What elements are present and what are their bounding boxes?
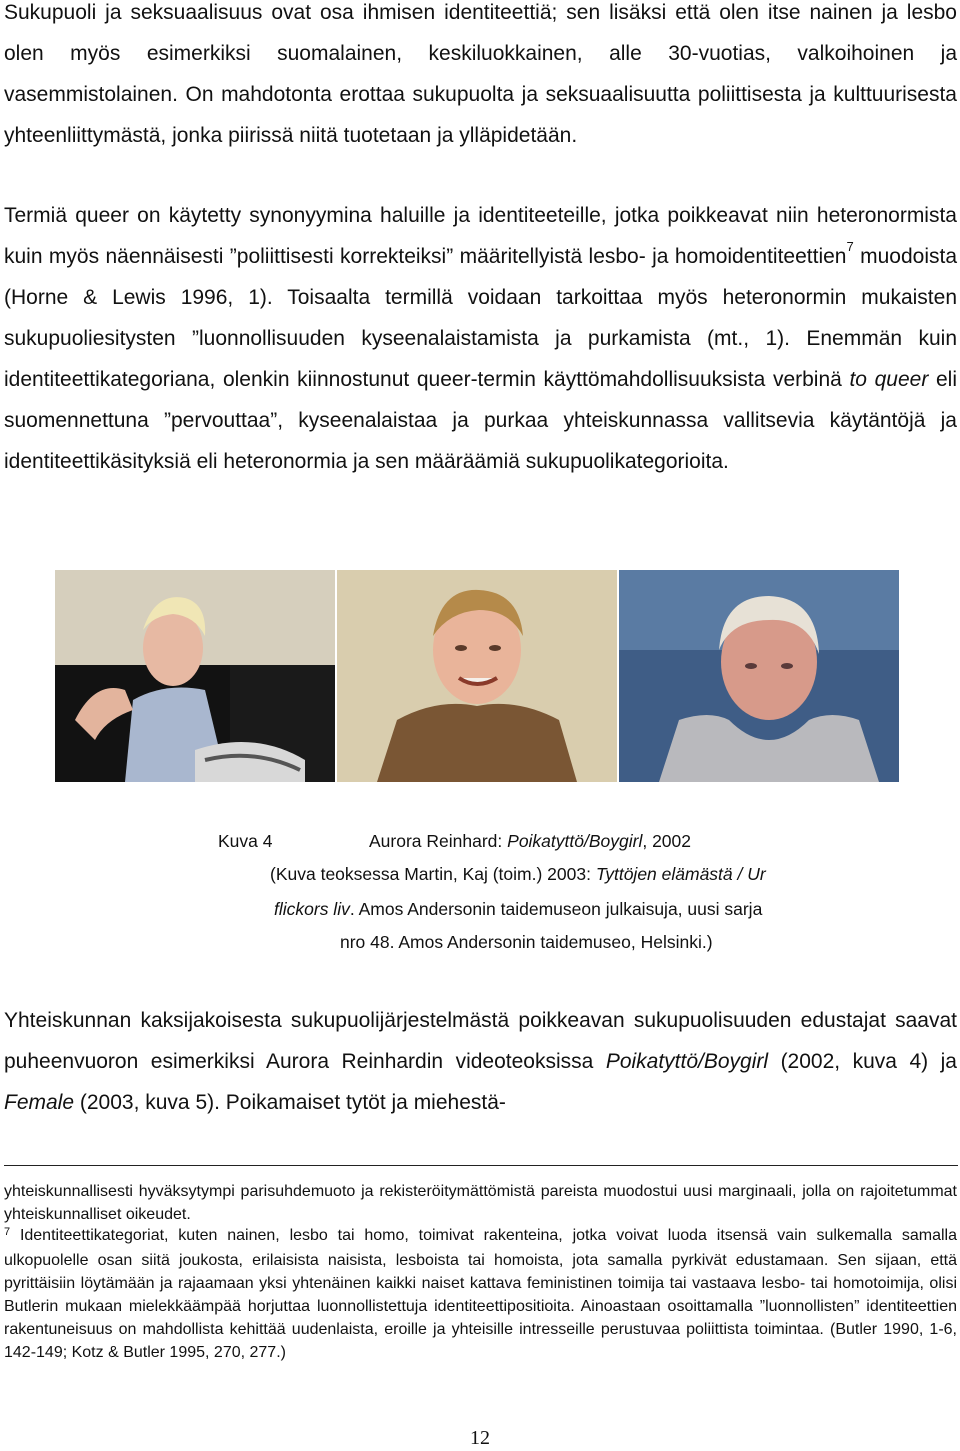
figure-photo-strip <box>55 570 899 782</box>
caption-2-source: (Kuva teoksessa Martin, Kaj (toim.) 2003: <box>270 864 596 884</box>
caption-3-series: . Amos Andersonin taidemuseon julkaisuja, uusi sarja <box>349 899 763 919</box>
photo-3-image <box>619 570 899 782</box>
work-title-boygirl: Poikatyttö/Boygirl <box>605 1050 769 1073</box>
paragraph-queer-text-c: eli suomennettuna ”pervouttaa”, kyseenalaistaa ja purkaa yhteiskunnassa vallitsevia käytäntöjä ja identiteettikäsityksiä eli heteronormia ja sen määräämiä sukupuolikategorioita. <box>4 368 957 473</box>
figure-caption-line-1 <box>369 825 691 857</box>
paragraph-identity: Sukupuoli ja seksuaalisuus ovat osa ihmisen identiteettiä; sen lisäksi että olen itse nainen ja lesbo olen myös esimerkiksi suomalainen, keskiluokkainen, alle 30-vuotias, valkoihoinen ja vasemmistolainen. On mahdotonta erottaa sukupuolta ja seksuaalisuutta poliittisesta ja kulttuurisesta yhteenliittymästä, jonka piirissä niitä tuotetaan ja ylläpidetään. <box>4 1 957 147</box>
footnote-7-number: 7 <box>4 1226 11 1238</box>
work-title-female: Female <box>4 1091 75 1114</box>
photo-1-image <box>55 570 335 782</box>
footnote-continuation: yhteiskunnallisesti hyväksytympi parisuhdemuoto ja rekisteröitymättömistä pareista muodostui uusi marginaali, jolla on rajoitetummat yhteiskunnalliset oikeudet. <box>4 1183 957 1223</box>
caption-1-title: Poikatyttö/Boygirl <box>507 831 643 851</box>
paragraph-reinhard <box>4 1000 957 1123</box>
footnote-divider <box>4 1165 958 1166</box>
figure-caption-line-4: nro 48. Amos Andersonin taidemuseo, Helsinki.) <box>340 932 713 952</box>
photo-person-grey-hoodie <box>619 570 899 782</box>
caption-1-year: , 2002 <box>642 831 691 851</box>
paragraph-queer-text-b: muodoista (Horne & Lewis 1996, 1). Toisaalta termillä voidaan tarkoittaa myös heteronormin mukaisten sukupuoliesitysten ”luonnollisuuden kyseenalaistamista ja purkamista (mt., 1). Enemmän kuin identiteettikategoriana, olenkin kiinnostunut queer-termin käyttömahdollisuuksista verbinä <box>4 245 957 391</box>
footnote-7 <box>4 1224 957 1364</box>
footnote-7-text: Identiteettikategoriat, kuten nainen, lesbo tai homo, toimivat rakenteina, jotka voivat luoda itsensä vain sulkemalla samalla ulkopuolelle osan siitä joukosta, erilaisista naisista, lesboista tai homoista, jota samalla pyrkivät edustamaan. Sen sijaan, että pyrittäisiin löytämään ja rajaamaan yksi yhtenäinen kaikki naiset kattava feministinen toimija tai vastaava lesbo- tai homotoimija, olisi Butlerin mukaan mielekkäämpää horjuttaa luonnollistettuja identiteettipositioita. Ainoastaan osoittamalla ”luonnollisten” identiteettien rakentuneisuus on mahdollista kehittää uudenlaista, eroille ja yhteisille intresseille perustuvaa poliittista toimintaa. (Butler 1990, 1-6, 142-149; Kotz & Butler 1995, 270, 277.) <box>4 1227 957 1361</box>
photo-blond-person-on-sofa <box>55 570 335 782</box>
page-number: 12 <box>470 1427 490 1449</box>
photo-2-image <box>337 570 617 782</box>
caption-3-title: flickors liv <box>274 899 350 919</box>
figure-label: Kuva 4 <box>218 831 273 851</box>
emphasis-to-queer: to queer <box>849 368 929 391</box>
caption-2-title: Tyttöjen elämästä / Ur <box>595 864 766 884</box>
figure-caption-line-3 <box>274 893 762 925</box>
paragraph-reinhard-text-c: (2003, kuva 5). Poikamaiset tytöt ja miehestä- <box>74 1091 506 1114</box>
footnote-ref-7: 7 <box>846 239 854 254</box>
photo-smiling-person-hoodie <box>337 570 617 782</box>
paragraph-queer-term <box>4 195 957 482</box>
paragraph-queer-text-a: Termiä queer on käytetty synonyymina haluille ja identiteeteille, jotka poikkeavat niin heteronormista kuin myös näennäisesti ”poliittisesti korrekteiksi” määritellyistä lesbo- ja homoidentiteettien <box>4 204 957 268</box>
paragraph-reinhard-text-a: Yhteiskunnan kaksijakoisesta sukupuolijärjestelmästä poikkeavan sukupuolisuuden edustajat saavat puheenvuoron esimerkiksi Aurora Reinhardin videoteoksissa <box>4 1009 957 1073</box>
figure-caption-line-2 <box>270 858 766 890</box>
paragraph-reinhard-text-b: (2002, kuva 4) ja <box>768 1050 957 1073</box>
caption-1-artist: Aurora Reinhard: <box>369 831 508 851</box>
